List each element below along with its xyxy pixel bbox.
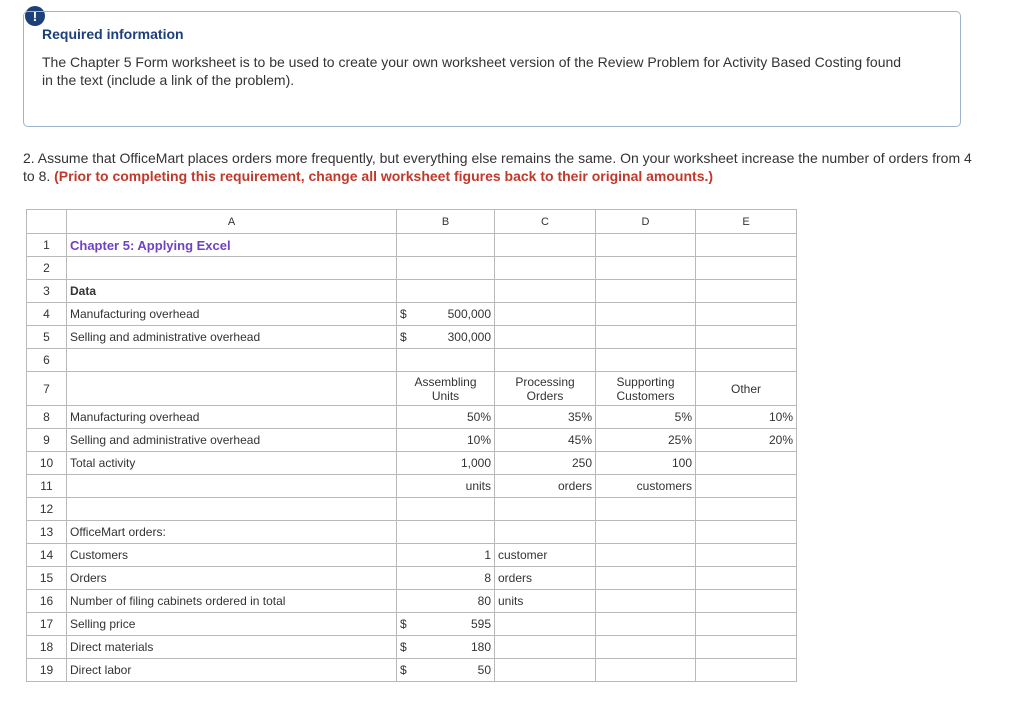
table-row: [27, 429, 797, 452]
cell-value: 300,000: [447, 330, 491, 344]
cell-c7[interactable]: Processing Orders: [495, 372, 596, 406]
cell-c6[interactable]: [495, 349, 596, 372]
cell-c8[interactable]: 35%: [495, 406, 596, 429]
cell-d3[interactable]: [596, 280, 696, 303]
cell-a8[interactable]: Manufacturing overhead: [67, 406, 397, 429]
cell-c12[interactable]: [495, 498, 596, 521]
cell-a13[interactable]: OfficeMart orders:: [67, 521, 397, 544]
cell-a19[interactable]: Direct labor: [67, 659, 397, 682]
cell-a18[interactable]: Direct materials: [67, 636, 397, 659]
cell-e13[interactable]: [696, 521, 797, 544]
table-row: [27, 326, 797, 349]
cell-d18[interactable]: [596, 636, 696, 659]
cell-b6[interactable]: [397, 349, 495, 372]
cell-b5[interactable]: [397, 326, 495, 349]
row-number[interactable]: 2: [27, 257, 67, 280]
table-row: [27, 372, 797, 406]
cell-e6[interactable]: [696, 349, 797, 372]
cell-value: 50: [477, 663, 491, 677]
cell-b2[interactable]: [397, 257, 495, 280]
row-number[interactable]: 11: [27, 475, 67, 498]
cell-a4[interactable]: Manufacturing overhead: [67, 303, 397, 326]
currency-symbol: $: [400, 617, 407, 631]
row-number[interactable]: 9: [27, 429, 67, 452]
cell-b3[interactable]: [397, 280, 495, 303]
table-row: [27, 234, 797, 257]
cell-e8[interactable]: 10%: [696, 406, 797, 429]
table-row: [27, 475, 797, 498]
col-header-c[interactable]: C: [495, 210, 596, 234]
cell-c14[interactable]: customer: [495, 544, 596, 567]
row-number[interactable]: 5: [27, 326, 67, 349]
cell-b13[interactable]: [397, 521, 495, 544]
cell-d2[interactable]: [596, 257, 696, 280]
cell-b11[interactable]: units: [397, 475, 495, 498]
table-row: [27, 544, 797, 567]
table-row: [27, 659, 797, 682]
col-header-b[interactable]: B: [397, 210, 495, 234]
table-row: [27, 406, 797, 429]
table-row: [27, 567, 797, 590]
row-number[interactable]: 16: [27, 590, 67, 613]
cell-d17[interactable]: [596, 613, 696, 636]
cell-d11[interactable]: customers: [596, 475, 696, 498]
cell-d13[interactable]: [596, 521, 696, 544]
cell-e18[interactable]: [696, 636, 797, 659]
cell-d5[interactable]: [596, 326, 696, 349]
cell-b19[interactable]: [397, 659, 495, 682]
cell-e2[interactable]: [696, 257, 797, 280]
cell-c15[interactable]: orders: [495, 567, 596, 590]
cell-d4[interactable]: [596, 303, 696, 326]
cell-e19[interactable]: [696, 659, 797, 682]
cell-d12[interactable]: [596, 498, 696, 521]
table-row: [27, 636, 797, 659]
cell-e3[interactable]: [696, 280, 797, 303]
currency-symbol: $: [400, 663, 407, 677]
info-title: Required information: [42, 26, 184, 42]
cell-e12[interactable]: [696, 498, 797, 521]
cell-a15[interactable]: Orders: [67, 567, 397, 590]
cell-a11[interactable]: [67, 475, 397, 498]
cell-b1[interactable]: [397, 234, 495, 257]
info-text: The Chapter 5 Form worksheet is to be used to create your own worksheet version of the Review Problem for Activity Based Costing found in the text (include a link of the problem).: [42, 54, 902, 88]
cell-a16[interactable]: Number of filing cabinets ordered in total: [67, 590, 397, 613]
row-number[interactable]: 19: [27, 659, 67, 682]
cell-d14[interactable]: [596, 544, 696, 567]
cell-d8[interactable]: 5%: [596, 406, 696, 429]
cell-c13[interactable]: [495, 521, 596, 544]
cell-c17[interactable]: [495, 613, 596, 636]
cell-b10[interactable]: 1,000: [397, 452, 495, 475]
cell-d19[interactable]: [596, 659, 696, 682]
table-row: [27, 349, 797, 372]
currency-symbol: $: [400, 330, 407, 344]
cell-e11[interactable]: [696, 475, 797, 498]
cell-b4[interactable]: [397, 303, 495, 326]
cell-c11[interactable]: orders: [495, 475, 596, 498]
cell-b8[interactable]: 50%: [397, 406, 495, 429]
cell-e17[interactable]: [696, 613, 797, 636]
cell-a3[interactable]: Data: [67, 280, 397, 303]
cell-b15[interactable]: 8: [397, 567, 495, 590]
cell-a7[interactable]: [67, 372, 397, 406]
cell-value: 595: [470, 617, 491, 631]
question-body: 2. Assume that OfficeMart places orders more frequently, but everything else remains the same. On your worksheet increase the number of orders from 4 to 8.: [23, 150, 972, 184]
table-row: [27, 613, 797, 636]
row-number[interactable]: 13: [27, 521, 67, 544]
cell-c18[interactable]: [495, 636, 596, 659]
table-row: [27, 498, 797, 521]
cell-a17[interactable]: Selling price: [67, 613, 397, 636]
cell-b17[interactable]: [397, 613, 495, 636]
worksheet: [26, 209, 797, 682]
row-number[interactable]: 6: [27, 349, 67, 372]
cell-b14[interactable]: 1: [397, 544, 495, 567]
question-text: [23, 149, 983, 185]
cell-e5[interactable]: [696, 326, 797, 349]
corner-cell[interactable]: [27, 210, 67, 234]
col-header-a[interactable]: A: [67, 210, 397, 234]
cell-d1[interactable]: [596, 234, 696, 257]
col-header-d[interactable]: D: [596, 210, 696, 234]
cell-c1[interactable]: [495, 234, 596, 257]
cell-d15[interactable]: [596, 567, 696, 590]
row-number[interactable]: 17: [27, 613, 67, 636]
cell-d7[interactable]: Supporting Customers: [596, 372, 696, 406]
col-header-e[interactable]: E: [696, 210, 797, 234]
row-number[interactable]: 7: [27, 372, 67, 406]
table-row: [27, 257, 797, 280]
alert-icon: !: [25, 6, 45, 26]
table-row: [27, 521, 797, 544]
row-number[interactable]: 14: [27, 544, 67, 567]
cell-c3[interactable]: [495, 280, 596, 303]
table-row: [27, 452, 797, 475]
question-highlight: (Prior to completing this requirement, change all worksheet figures back to their original amounts.): [54, 168, 714, 184]
table-row: [27, 303, 797, 326]
cell-value: 500,000: [447, 307, 491, 321]
cell-e10[interactable]: [696, 452, 797, 475]
cell-e9[interactable]: 20%: [696, 429, 797, 452]
cell-d9[interactable]: 25%: [596, 429, 696, 452]
table-row: [27, 280, 797, 303]
row-number[interactable]: 8: [27, 406, 67, 429]
cell-b16[interactable]: 80: [397, 590, 495, 613]
column-header-row: [27, 210, 797, 234]
cell-b7[interactable]: Assembling Units: [397, 372, 495, 406]
cell-a2[interactable]: [67, 257, 397, 280]
cell-e15[interactable]: [696, 567, 797, 590]
row-number[interactable]: 3: [27, 280, 67, 303]
cell-a1[interactable]: Chapter 5: Applying Excel: [67, 234, 397, 257]
cell-d6[interactable]: [596, 349, 696, 372]
cell-a6[interactable]: [67, 349, 397, 372]
currency-symbol: $: [400, 640, 407, 654]
row-number[interactable]: 1: [27, 234, 67, 257]
cell-a5[interactable]: Selling and administrative overhead: [67, 326, 397, 349]
cell-e16[interactable]: [696, 590, 797, 613]
cell-c9[interactable]: 45%: [495, 429, 596, 452]
cell-e14[interactable]: [696, 544, 797, 567]
cell-b9[interactable]: 10%: [397, 429, 495, 452]
cell-c2[interactable]: [495, 257, 596, 280]
cell-a10[interactable]: Total activity: [67, 452, 397, 475]
row-number[interactable]: 12: [27, 498, 67, 521]
cell-d10[interactable]: 100: [596, 452, 696, 475]
cell-e1[interactable]: [696, 234, 797, 257]
row-number[interactable]: 15: [27, 567, 67, 590]
cell-c4[interactable]: [495, 303, 596, 326]
row-number[interactable]: 18: [27, 636, 67, 659]
cell-a12[interactable]: [67, 498, 397, 521]
cell-c10[interactable]: 250: [495, 452, 596, 475]
currency-symbol: $: [400, 307, 407, 321]
cell-a9[interactable]: Selling and administrative overhead: [67, 429, 397, 452]
cell-e4[interactable]: [696, 303, 797, 326]
row-number[interactable]: 10: [27, 452, 67, 475]
cell-c16[interactable]: units: [495, 590, 596, 613]
cell-b12[interactable]: [397, 498, 495, 521]
cell-c19[interactable]: [495, 659, 596, 682]
row-number[interactable]: 4: [27, 303, 67, 326]
cell-d16[interactable]: [596, 590, 696, 613]
cell-value: 180: [470, 640, 491, 654]
cell-c5[interactable]: [495, 326, 596, 349]
cell-b18[interactable]: [397, 636, 495, 659]
table-row: [27, 590, 797, 613]
cell-e7[interactable]: Other: [696, 372, 797, 406]
cell-a14[interactable]: Customers: [67, 544, 397, 567]
